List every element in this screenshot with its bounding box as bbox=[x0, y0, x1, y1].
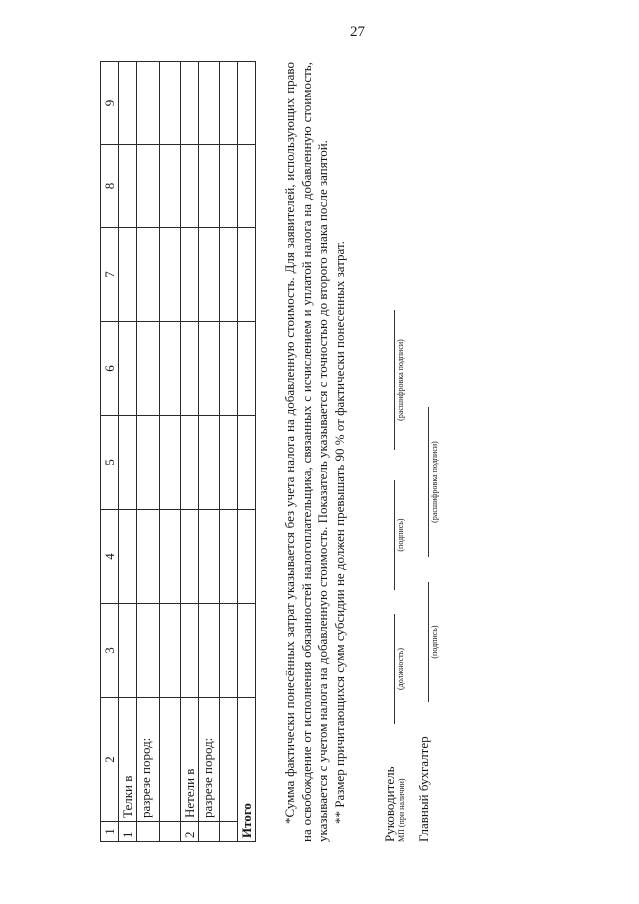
table-cell bbox=[199, 62, 220, 145]
table-cell bbox=[181, 510, 199, 604]
table-cell bbox=[137, 604, 160, 698]
table-cell bbox=[220, 698, 238, 822]
table-cell bbox=[137, 228, 160, 322]
table-cell bbox=[137, 322, 160, 416]
table-cell bbox=[238, 510, 256, 604]
head-signature-row bbox=[382, 62, 406, 842]
row-label: разрезе пород: bbox=[137, 698, 160, 822]
accountant-signature-row bbox=[416, 62, 440, 842]
table-cell bbox=[119, 510, 137, 604]
table-cell bbox=[220, 145, 238, 228]
signature-caption: (подпись) bbox=[396, 518, 405, 552]
table-cell bbox=[160, 698, 181, 822]
table-cell bbox=[119, 145, 137, 228]
header-cell: 5 bbox=[101, 416, 119, 510]
table-cell bbox=[220, 510, 238, 604]
table-row bbox=[137, 62, 160, 842]
table-cell bbox=[220, 822, 238, 842]
table-cell bbox=[119, 604, 137, 698]
header-cell: 9 bbox=[101, 62, 119, 145]
rotated-page-content bbox=[100, 62, 440, 842]
subsidy-table bbox=[100, 61, 256, 842]
table-cell bbox=[238, 62, 256, 145]
table-row bbox=[220, 62, 238, 842]
footnote-vat: *Сумма фактически понесённых затрат указывается без учета налога на добавленную стоимость. Для заявителей, использующих право на освобождение от исполнения обязанностей налогоплательщика, связанных с исчислением и уплатой налога на добавленную стоимость, указывается с учетом налога на добавленную стоимость. Показатель указывается с точностью до второго знака после запятой. bbox=[282, 62, 330, 842]
header-cell: 6 bbox=[101, 322, 119, 416]
table-cell bbox=[199, 145, 220, 228]
table-cell bbox=[160, 604, 181, 698]
table-row bbox=[181, 62, 199, 842]
table-cell bbox=[199, 416, 220, 510]
head-label: Руководитель bbox=[382, 766, 397, 842]
table-cell bbox=[238, 416, 256, 510]
accountant-label: Главный бухгалтер bbox=[416, 736, 431, 842]
table-cell bbox=[181, 322, 199, 416]
decoding-caption: (расшифровка подписи) bbox=[396, 339, 405, 421]
table-cell bbox=[181, 228, 199, 322]
mp-label: МП (при наличии) bbox=[397, 778, 406, 842]
header-cell: 7 bbox=[101, 228, 119, 322]
table-cell bbox=[199, 510, 220, 604]
footnotes bbox=[282, 62, 348, 842]
table-cell bbox=[137, 416, 160, 510]
table-cell bbox=[238, 322, 256, 416]
table-row bbox=[199, 62, 220, 842]
row-number: 1 bbox=[119, 822, 137, 842]
table-row bbox=[119, 62, 137, 842]
table-cell bbox=[220, 62, 238, 145]
position-caption: (должность) bbox=[396, 648, 405, 690]
table-cell bbox=[137, 510, 160, 604]
signature-block bbox=[382, 62, 442, 842]
table-cell bbox=[137, 145, 160, 228]
accountant-decoding-line bbox=[428, 407, 429, 557]
table-cell bbox=[199, 228, 220, 322]
total-row bbox=[238, 62, 256, 842]
table-cell bbox=[137, 822, 160, 842]
row-label: Нетели в bbox=[181, 698, 199, 822]
table-cell bbox=[119, 416, 137, 510]
header-cell: 3 bbox=[101, 604, 119, 698]
header-cell: 1 bbox=[101, 822, 119, 842]
table-cell bbox=[220, 416, 238, 510]
table-row bbox=[160, 62, 181, 842]
table-cell bbox=[199, 822, 220, 842]
header-cell: 2 bbox=[101, 698, 119, 822]
header-cell: 4 bbox=[101, 510, 119, 604]
table-cell bbox=[238, 228, 256, 322]
table-cell bbox=[181, 62, 199, 145]
table-cell bbox=[199, 604, 220, 698]
table-cell bbox=[160, 416, 181, 510]
table-cell bbox=[181, 416, 199, 510]
row-label: разрезе пород: bbox=[199, 698, 220, 822]
total-label: Итого bbox=[238, 698, 256, 842]
table-cell bbox=[119, 62, 137, 145]
accountant-signature-caption: (подпись) bbox=[430, 625, 439, 659]
signature-line bbox=[394, 480, 395, 590]
table-cell bbox=[119, 322, 137, 416]
table-cell bbox=[160, 62, 181, 145]
table-cell bbox=[220, 604, 238, 698]
header-cell: 8 bbox=[101, 145, 119, 228]
table-cell bbox=[220, 228, 238, 322]
table-cell bbox=[137, 62, 160, 145]
decoding-line bbox=[394, 310, 395, 450]
accountant-decoding-caption: (расшифровка подписи) bbox=[430, 441, 439, 523]
header-row bbox=[101, 62, 119, 842]
table-cell bbox=[181, 145, 199, 228]
table-cell bbox=[220, 322, 238, 416]
table-cell bbox=[160, 228, 181, 322]
page-number: 27 bbox=[350, 24, 365, 40]
table-cell bbox=[238, 604, 256, 698]
footnote-subsidy-limit: ** Размер причитающихся сумм субсидии не должен превышать 90 % от фактически понесенных затрат. bbox=[331, 241, 347, 824]
table-cell bbox=[199, 322, 220, 416]
table-cell bbox=[119, 228, 137, 322]
table-cell bbox=[160, 322, 181, 416]
table-cell bbox=[160, 145, 181, 228]
row-number: 2 bbox=[181, 822, 199, 842]
table-cell bbox=[238, 145, 256, 228]
table-cell bbox=[160, 510, 181, 604]
row-label: Телки в bbox=[119, 698, 137, 822]
table-cell bbox=[181, 604, 199, 698]
table-cell bbox=[160, 822, 181, 842]
accountant-signature-line bbox=[428, 582, 429, 702]
position-line bbox=[394, 614, 395, 724]
